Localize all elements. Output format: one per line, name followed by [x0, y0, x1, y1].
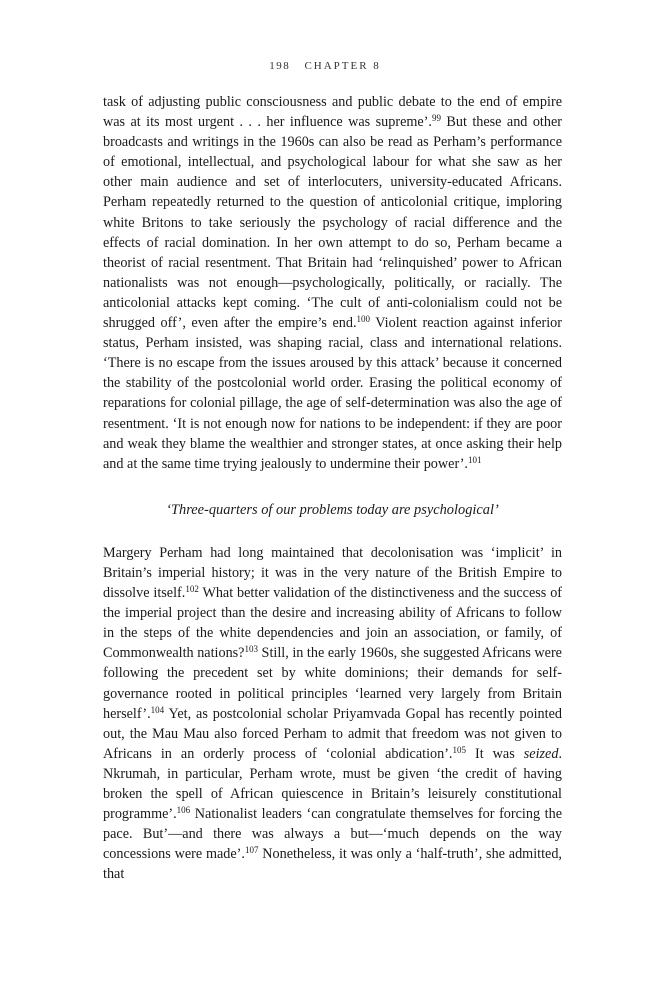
- footnote-ref-104: 104: [150, 704, 165, 715]
- footnote-ref-99: 99: [431, 113, 441, 124]
- paragraph-2: [103, 543, 562, 885]
- footnote-ref-107: 107: [244, 845, 259, 856]
- footnote-ref-102: 102: [185, 584, 199, 595]
- text-run: What better validation of the distinctiveness and the success of the imperial project than the desire and increasing ability of Africans to follow in the steps of the white dependencies and join an association, or family, of Commonwealth nations?: [103, 585, 563, 662]
- text-run: Margery Perham had long maintained that decolonisation was ‘implicit’ in Britain’s imperial history; it was in the very nature of the British Empire to dissolve itself.: [103, 544, 562, 602]
- text-run: It was: [465, 745, 524, 762]
- text-run: task of adjusting public consciousness and public debate to the end of empire was at its most urgent . . . her influence was supreme’.: [103, 94, 562, 131]
- chapter-label: CHAPTER 8: [304, 60, 381, 72]
- text-run: Violent reaction against inferior status, Perham insisted, was shaping racial, class and international relations. ‘There is no escape from the issues aroused by this attack’ because it concerned the stability of the postcolonial world order. Erasing the political economy of reparations for colonial pillage, the age of self-determination was also the age of resentment. ‘It is not enough now for nations to be independent: if they are poor and weak they blame the wealthier and stronger states, at once asking their help and at the same time trying jealously to undermine their power’.: [103, 315, 562, 472]
- body-text: [103, 92, 562, 884]
- footnote-ref-101: 101: [467, 454, 482, 465]
- section-heading: ‘Three-quarters of our problems today are psychological’: [166, 501, 499, 518]
- emphasis-seized: seized: [523, 745, 559, 762]
- text-run: Nonetheless, it was only a ‘half-truth’, she admitted, that: [103, 846, 562, 883]
- running-head: [0, 60, 650, 72]
- footnote-ref-105: 105: [452, 744, 466, 755]
- footnote-ref-106: 106: [176, 805, 191, 816]
- text-run: Still, in the early 1960s, she suggested Africans were following the precedent set by white dominions; their demands for self-governance rooted in political principles ‘learned very largely from Britain herself’.: [103, 645, 562, 722]
- footnote-ref-100: 100: [356, 314, 371, 325]
- page-number: 198: [269, 60, 291, 72]
- text-run: But these and other broadcasts and writings in the 1960s can also be read as Perham’s performance of emotional, intellectual, and psychological labour for what she saw as her other main audience and set of interlocuters, university-educated Africans. Perham repeatedly returned to the question of anticolonial critique, imploring white Britons to take seriously the psychology of racial difference and the effects of racial domination. In her own attempt to do so, Perham became a theorist of racial resentment. That Britain had ‘relinquished’ power to African nationalists was not enough—psychologically, politically, or racially. The anticolonial attacks kept coming. ‘The cult of anti-colonialism could not be shrugged off’, even after the empire’s end.: [103, 114, 562, 332]
- footnote-ref-103: 103: [244, 644, 258, 655]
- text-run: Nationalist leaders ‘can congratulate themselves for forcing the pace. But’—and there was always a but—‘much depends on the way concessions were made’.: [103, 806, 562, 863]
- paragraph-1: [103, 92, 562, 474]
- text-run: Yet, as postcolonial scholar Priyamvada Gopal has recently pointed out, the Mau Mau also forced Perham to admit that freedom was not given to Africans in an orderly process of ‘colonial abdication’.: [103, 705, 562, 762]
- text-run: . Nkrumah, in particular, Perham wrote, must be given ‘the credit of having broken the spell of African quiescence in Britain’s leisurely constitutional programme’.: [103, 745, 562, 823]
